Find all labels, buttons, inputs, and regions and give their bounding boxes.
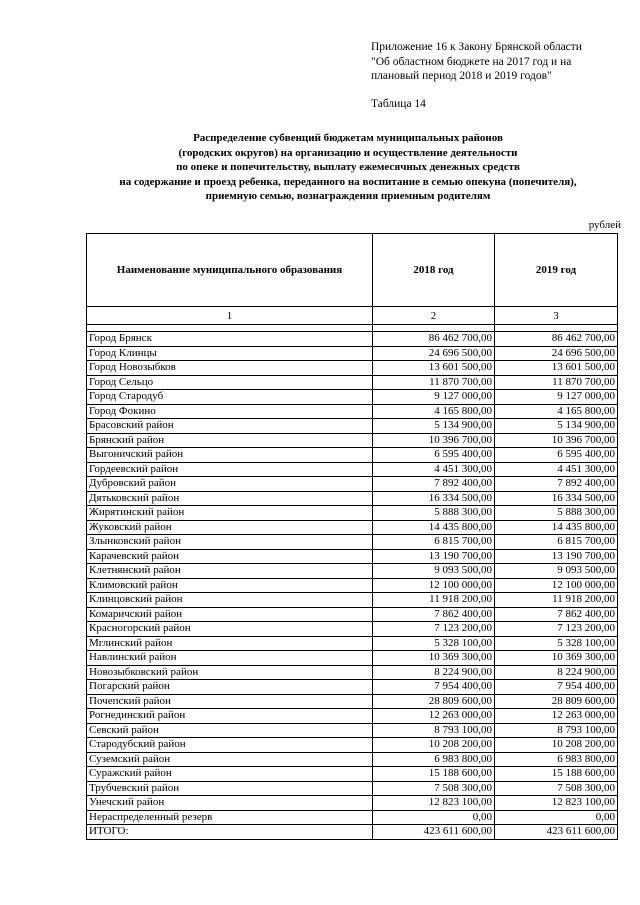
row-name-cell: Севский район: [87, 723, 373, 738]
table-row: [87, 607, 618, 622]
table-row: [87, 491, 618, 506]
annex-line: Приложение 16 к Закону Брянской области: [371, 41, 582, 53]
row-2019-cell: 4 165 800,00: [495, 404, 618, 419]
row-2018-cell: 6 595 400,00: [373, 448, 495, 463]
table-row: [87, 694, 618, 709]
table-row: [87, 796, 618, 811]
row-2018-cell: 7 954 400,00: [373, 680, 495, 695]
row-2019-cell: 15 188 600,00: [495, 767, 618, 782]
row-name-cell: Город Клинцы: [87, 346, 373, 361]
table-row: [87, 752, 618, 767]
annex-reference: [371, 40, 582, 84]
row-name-cell: Карачевский район: [87, 549, 373, 564]
row-2018-cell: 423 611 600,00: [373, 825, 495, 840]
row-2018-cell: 10 369 300,00: [373, 651, 495, 666]
table-body: [87, 332, 618, 840]
title-line: Распределение субвенций бюджетам муниципальных районов: [193, 132, 503, 144]
row-2018-cell: 5 328 100,00: [373, 636, 495, 651]
row-2018-cell: 14 435 800,00: [373, 520, 495, 535]
table-row: [87, 477, 618, 492]
row-2019-cell: 0,00: [495, 810, 618, 825]
row-2019-cell: 12 100 000,00: [495, 578, 618, 593]
row-name-cell: Дубровский район: [87, 477, 373, 492]
row-2018-cell: 5 134 900,00: [373, 419, 495, 434]
row-2018-cell: 7 123 200,00: [373, 622, 495, 637]
table-row: [87, 651, 618, 666]
row-2018-cell: 6 983 800,00: [373, 752, 495, 767]
row-2018-cell: 12 823 100,00: [373, 796, 495, 811]
table-row: [87, 810, 618, 825]
row-2018-cell: 4 451 300,00: [373, 462, 495, 477]
row-2019-cell: 7 892 400,00: [495, 477, 618, 492]
column-header-2019: 2019 год: [495, 234, 618, 307]
row-2018-cell: 15 188 600,00: [373, 767, 495, 782]
spacer-row: [87, 325, 618, 332]
row-2019-cell: 24 696 500,00: [495, 346, 618, 361]
row-2018-cell: 13 190 700,00: [373, 549, 495, 564]
row-name-cell: Красногорский район: [87, 622, 373, 637]
table-row: [87, 593, 618, 608]
row-name-cell: Город Фокино: [87, 404, 373, 419]
row-2019-cell: 12 823 100,00: [495, 796, 618, 811]
annex-line: плановый период 2018 и 2019 годов": [371, 70, 552, 82]
row-2018-cell: 9 093 500,00: [373, 564, 495, 579]
row-2018-cell: 6 815 700,00: [373, 535, 495, 550]
row-2019-cell: 13 190 700,00: [495, 549, 618, 564]
row-2019-cell: 5 328 100,00: [495, 636, 618, 651]
title-line: на содержание и проезд ребенка, переданного на воспитание в семью опекуна (попечителя),: [119, 175, 577, 188]
row-2019-cell: 8 224 900,00: [495, 665, 618, 680]
table-row: [87, 665, 618, 680]
row-name-cell: Мглинский район: [87, 636, 373, 651]
row-2018-cell: 7 892 400,00: [373, 477, 495, 492]
row-2018-cell: 13 601 500,00: [373, 361, 495, 376]
row-2018-cell: 5 888 300,00: [373, 506, 495, 521]
table-row: [87, 535, 618, 550]
row-2018-cell: 8 224 900,00: [373, 665, 495, 680]
table-row: [87, 636, 618, 651]
row-2018-cell: 12 100 000,00: [373, 578, 495, 593]
row-2019-cell: 9 127 000,00: [495, 390, 618, 405]
title-line: по опеке и попечительству, выплату ежемесячных денежных средств: [176, 161, 520, 173]
column-header-name: Наименование муниципального образования: [87, 234, 373, 307]
row-name-cell: Выгоничский район: [87, 448, 373, 463]
column-header-2018: 2018 год: [373, 234, 495, 307]
table-row: [87, 564, 618, 579]
units-label: рублей: [588, 219, 621, 231]
row-name-cell: Почепский район: [87, 694, 373, 709]
title-line: (городских округов) на организацию и осуществление деятельности: [178, 146, 518, 159]
table-row: [87, 375, 618, 390]
table-row: [87, 767, 618, 782]
column-number: 3: [495, 307, 618, 325]
row-2019-cell: 10 369 300,00: [495, 651, 618, 666]
row-name-cell: Брасовский район: [87, 419, 373, 434]
row-2018-cell: 9 127 000,00: [373, 390, 495, 405]
row-2019-cell: 10 208 200,00: [495, 738, 618, 753]
row-2019-cell: 16 334 500,00: [495, 491, 618, 506]
row-name-cell: Трубчевский район: [87, 781, 373, 796]
table-number: Таблица 14: [371, 98, 426, 110]
table-row: [87, 680, 618, 695]
row-2018-cell: 24 696 500,00: [373, 346, 495, 361]
row-name-cell: Город Новозыбков: [87, 361, 373, 376]
row-2019-cell: 86 462 700,00: [495, 332, 618, 347]
document-title: [84, 131, 612, 204]
row-name-cell: Злынковский район: [87, 535, 373, 550]
row-name-cell: Жирятинский район: [87, 506, 373, 521]
title-line: приемную семью, вознаграждения приемным родителям: [205, 190, 491, 202]
row-name-cell: Комаричский район: [87, 607, 373, 622]
row-2018-cell: 11 918 200,00: [373, 593, 495, 608]
row-2018-cell: 4 165 800,00: [373, 404, 495, 419]
table-header-row: [87, 234, 618, 307]
table-row: [87, 520, 618, 535]
column-number: 1: [87, 307, 373, 325]
table-row: [87, 419, 618, 434]
row-2019-cell: 9 093 500,00: [495, 564, 618, 579]
row-name-cell: Дятьковский район: [87, 491, 373, 506]
annex-line: "Об областном бюджете на 2017 год и на: [371, 55, 572, 68]
row-2019-cell: 8 793 100,00: [495, 723, 618, 738]
row-2019-cell: 4 451 300,00: [495, 462, 618, 477]
row-name-cell: Город Брянск: [87, 332, 373, 347]
row-2019-cell: 7 954 400,00: [495, 680, 618, 695]
row-name-cell: Рогнединский район: [87, 709, 373, 724]
table-row: [87, 390, 618, 405]
row-2018-cell: 7 862 400,00: [373, 607, 495, 622]
table-row: [87, 825, 618, 840]
row-name-cell: Унечский район: [87, 796, 373, 811]
row-2018-cell: 10 396 700,00: [373, 433, 495, 448]
table-row: [87, 709, 618, 724]
row-name-cell: Клетнянский район: [87, 564, 373, 579]
row-name-cell: Город Сельцо: [87, 375, 373, 390]
table-row: [87, 578, 618, 593]
row-2019-cell: 11 870 700,00: [495, 375, 618, 390]
column-number: 2: [373, 307, 495, 325]
row-2018-cell: 28 809 600,00: [373, 694, 495, 709]
table-row: [87, 622, 618, 637]
row-name-cell: Навлинский район: [87, 651, 373, 666]
row-2019-cell: 10 396 700,00: [495, 433, 618, 448]
row-name-cell: Стародубский район: [87, 738, 373, 753]
table-row: [87, 462, 618, 477]
row-2019-cell: 7 508 300,00: [495, 781, 618, 796]
row-name-cell: Нераспределенный резерв: [87, 810, 373, 825]
table-row: [87, 332, 618, 347]
row-name-cell: Жуковский район: [87, 520, 373, 535]
row-2019-cell: 6 815 700,00: [495, 535, 618, 550]
row-2018-cell: 16 334 500,00: [373, 491, 495, 506]
row-2018-cell: 12 263 000,00: [373, 709, 495, 724]
row-2019-cell: 423 611 600,00: [495, 825, 618, 840]
column-number-row: [87, 307, 618, 325]
table-row: [87, 361, 618, 376]
row-2019-cell: 5 134 900,00: [495, 419, 618, 434]
row-2019-cell: 6 983 800,00: [495, 752, 618, 767]
table-row: [87, 549, 618, 564]
row-name-cell: Климовский район: [87, 578, 373, 593]
row-2019-cell: 5 888 300,00: [495, 506, 618, 521]
table-row: [87, 506, 618, 521]
row-2019-cell: 12 263 000,00: [495, 709, 618, 724]
row-2019-cell: 7 123 200,00: [495, 622, 618, 637]
row-2018-cell: 10 208 200,00: [373, 738, 495, 753]
row-2019-cell: 11 918 200,00: [495, 593, 618, 608]
row-name-cell: Новозыбковский район: [87, 665, 373, 680]
table-row: [87, 723, 618, 738]
row-name-cell: Погарский район: [87, 680, 373, 695]
row-2019-cell: 13 601 500,00: [495, 361, 618, 376]
row-2018-cell: 86 462 700,00: [373, 332, 495, 347]
row-name-cell: Суражский район: [87, 767, 373, 782]
table-row: [87, 433, 618, 448]
row-2019-cell: 28 809 600,00: [495, 694, 618, 709]
row-2019-cell: 6 595 400,00: [495, 448, 618, 463]
row-2018-cell: 0,00: [373, 810, 495, 825]
row-2018-cell: 7 508 300,00: [373, 781, 495, 796]
row-name-cell: Гордеевский район: [87, 462, 373, 477]
row-2018-cell: 8 793 100,00: [373, 723, 495, 738]
row-2018-cell: 11 870 700,00: [373, 375, 495, 390]
row-2019-cell: 14 435 800,00: [495, 520, 618, 535]
table-row: [87, 781, 618, 796]
table-row: [87, 448, 618, 463]
row-name-cell: Суземский район: [87, 752, 373, 767]
table-row: [87, 404, 618, 419]
subsidy-table: [86, 233, 618, 840]
row-name-cell: Клинцовский район: [87, 593, 373, 608]
row-name-cell: Брянский район: [87, 433, 373, 448]
row-2019-cell: 7 862 400,00: [495, 607, 618, 622]
row-name-cell: Город Стародуб: [87, 390, 373, 405]
row-name-cell: ИТОГО:: [87, 825, 373, 840]
table-row: [87, 738, 618, 753]
table-row: [87, 346, 618, 361]
